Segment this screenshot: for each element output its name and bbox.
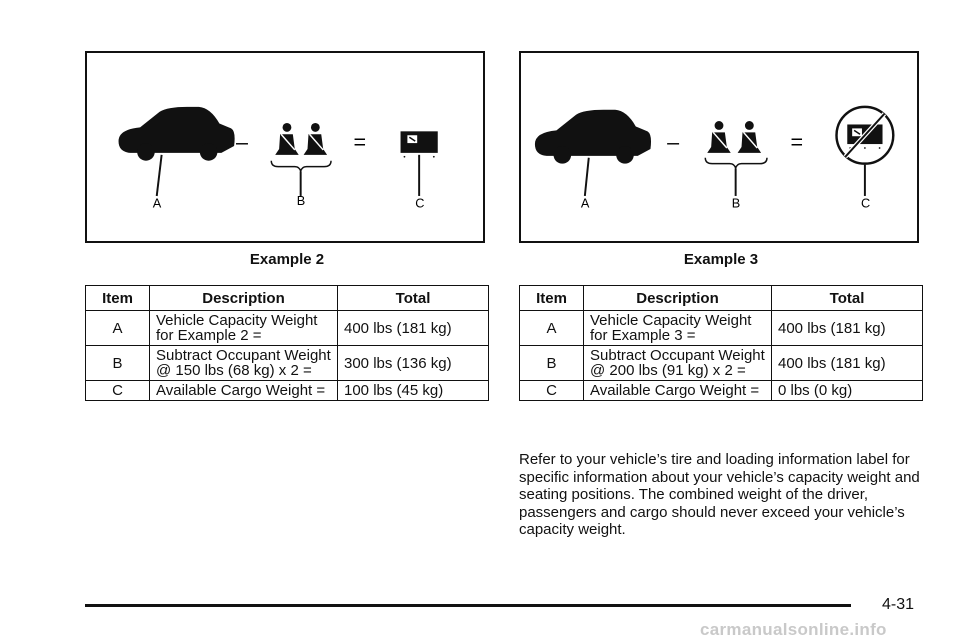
total-cell: 400 lbs (181 kg) [772,346,923,381]
footer-rule [85,604,851,607]
pointer-line-a [585,158,589,196]
table-row [86,346,489,381]
item-cell: A [520,311,584,346]
total-cell: 300 lbs (136 kg) [338,346,489,381]
table-row [520,381,923,401]
example-3-table [519,285,923,401]
header-item: Item [520,286,584,311]
bracket-b [271,161,331,172]
header-total: Total [338,286,489,311]
minus-sign: – [236,129,249,154]
label-b: B [731,195,741,211]
seatbelt-occupant-icon [304,123,328,155]
item-cell: C [86,381,150,401]
minus-sign: – [667,129,680,154]
description-cell: Available Cargo Weight = [584,381,772,401]
car-icon [535,110,651,164]
page-number: 4-31 [882,596,915,613]
equals-sign: = [353,129,367,154]
example-2-table [85,285,489,401]
header-item: Item [86,286,150,311]
no-cargo-icon [837,107,894,164]
description-cell: Available Cargo Weight = [150,381,338,401]
label-a: A [580,195,590,211]
cargo-icon [401,131,438,157]
table-header-row [86,286,489,311]
header-description: Description [150,286,338,311]
description-cell: Subtract Occupant Weight @ 200 lbs (91 kg) x 2 = [584,346,772,381]
label-c: C [415,195,425,211]
body-paragraph: Refer to your vehicle’s tire and loading information label for specific information about your vehicle’s capacity weight and seating positions. The combined weight of the driver, passengers and cargo should never exceed your vehicle’s capacity weight. [519,451,920,538]
total-cell: 0 lbs (0 kg) [772,381,923,401]
seatbelt-occupant-icon [275,123,299,155]
label-c: C [860,195,871,211]
header-total: Total [772,286,923,311]
total-cell: 400 lbs (181 kg) [772,311,923,346]
watermark: carmanualsonline.info [700,620,887,639]
table-row [86,381,489,401]
seatbelt-occupant-icon [707,121,731,153]
equals-sign: = [790,129,804,154]
table-header-row [520,286,923,311]
table-row [86,311,489,346]
pointer-line-a [157,155,162,196]
example-2-caption: Example 2 [249,251,325,268]
example-3-figure [519,51,919,243]
total-cell: 100 lbs (45 kg) [338,381,489,401]
table-row [520,311,923,346]
label-b: B [296,192,306,208]
item-cell: B [520,346,584,381]
seatbelt-occupant-icon [738,121,762,153]
bracket-b [705,158,767,169]
item-cell: A [86,311,150,346]
example-3-caption: Example 3 [683,251,759,268]
item-cell: B [86,346,150,381]
description-cell: Vehicle Capacity Weight for Example 3 = [584,311,772,346]
item-cell: C [520,381,584,401]
table-row [520,346,923,381]
header-description: Description [584,286,772,311]
example-2-figure [85,51,485,243]
total-cell: 400 lbs (181 kg) [338,311,489,346]
label-a: A [152,195,162,211]
description-cell: Subtract Occupant Weight @ 150 lbs (68 kg) x 2 = [150,346,338,381]
description-cell: Vehicle Capacity Weight for Example 2 = [150,311,338,346]
car-icon [119,107,235,161]
